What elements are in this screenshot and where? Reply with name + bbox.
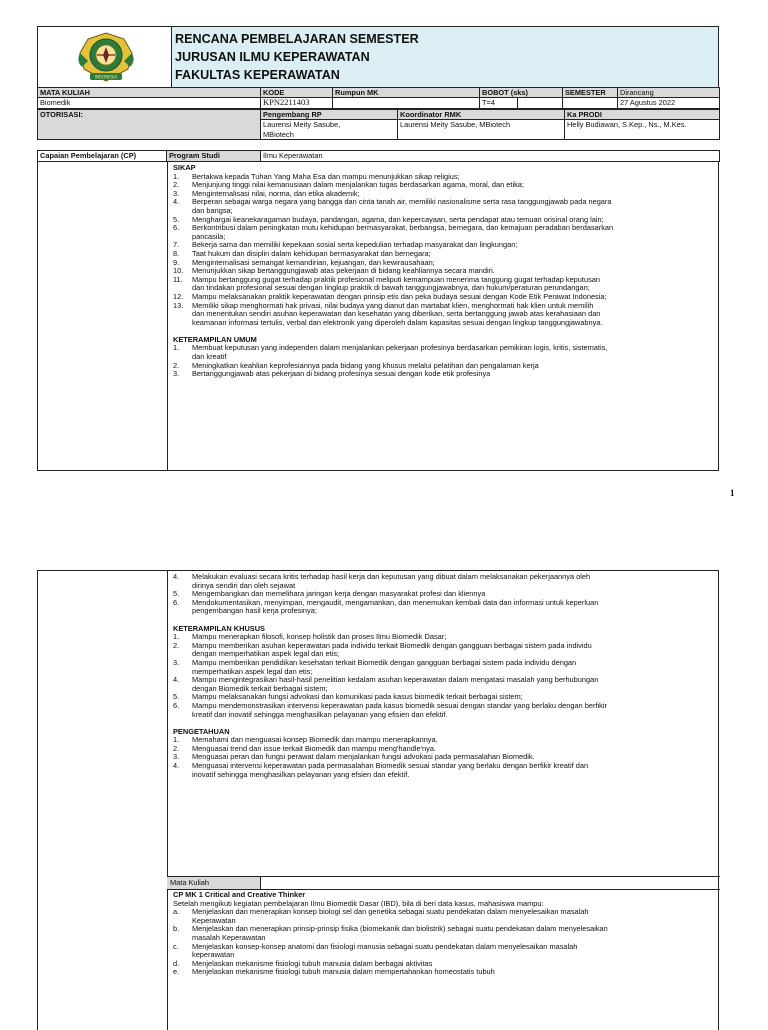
pg-list — [173, 735, 589, 779]
cpmk-item-number: d. — [173, 958, 180, 968]
kk-item-text: Mampu melaksanakan fungsi advokasi dan komunikasi pada kasus biomedik terkait berbagai sistem; — [192, 692, 523, 702]
sikap-item-text: Menginternalisasi semangat kemandirian, kejuangan, dan kewirausahaan; — [192, 257, 435, 267]
cpmk-list — [173, 907, 608, 977]
sikap-item-text: Bekerja sama dan memiliki kepekaan sosial serta kepedulian terhadap masyarakat dan lingkungan; — [192, 240, 518, 250]
mata-kuliah-cell: Mata Kuliah — [167, 877, 261, 889]
sikap-item-number: 2. — [173, 180, 180, 190]
pg-item-text: Menguasai peran dan fungsi perawat dalam menjalankan fungsi advokasi pada permasalahan Biomedik. — [192, 752, 535, 762]
ku-item-text: dan kreatif — [192, 352, 227, 362]
otorisasi-label: OTORISASI: — [38, 110, 261, 140]
cpmk-item-text: Menjelaskan dan menerapkan konsep biologi sel dan genetika sebagai suatu pendekatan dalam menyelesaikan masalah — [192, 907, 589, 917]
pengembang-value — [261, 120, 398, 140]
sikap-item-text: Menjunjung tinggi nilai kemanusiaan dalam menjalankan tugas berdasarkan agama, moral, dan etika; — [192, 180, 524, 190]
kode-value: KPN2211403 — [261, 98, 333, 109]
kaprodi-value: Helly Budiawan, S.Kep., Ns., M.Kes. — [565, 120, 720, 140]
dirancang-label: Dirancang — [618, 88, 720, 98]
ku-item-text: Meningkatkan keahlian keprofesiannya pada bidang yang khusus melalui pelatihan dan pengalaman kerja — [192, 360, 539, 370]
ku-cont-list — [173, 572, 599, 616]
pg-item-number: 3. — [173, 752, 180, 762]
ku-item-text: dirinya sendiri dan oleh sejawat — [192, 580, 296, 590]
title-line-2: JURUSAN ILMU KEPERAWATAN — [175, 50, 370, 64]
pengembang-line-2: MBiotech — [263, 129, 294, 139]
pg-item-number: 1. — [173, 735, 180, 745]
course-info-table — [37, 87, 720, 109]
bobot-label: BOBOT (sks) — [480, 88, 563, 98]
title-line-1: RENCANA PEMBELAJARAN SEMESTER — [175, 32, 419, 46]
sikap-item-number: 10. — [173, 266, 184, 276]
kk-item-number: 1. — [173, 632, 180, 642]
sikap-list — [173, 171, 614, 328]
kk-list — [173, 632, 607, 719]
logo-cell — [38, 27, 172, 87]
cpmk-item-number: b. — [173, 924, 180, 934]
page-number: 1 — [730, 488, 735, 498]
sikap-item-text: Mampu melaksanakan praktik keperawatan dengan prinsip etis dan peka budaya sesuai dengan Kode Etik Perawat Indonesia; — [192, 291, 607, 301]
kk-item-number: 3. — [173, 657, 180, 667]
kk-item-text: Mampu menerapkan filosofi, konsep holistik dan proses Ilmu Biomedik Dasar; — [192, 632, 447, 642]
pg-item-text: Memahami dan menguasai konsep Biomedik dan mampu menerapkannya. — [192, 735, 438, 745]
sikap-item-text: Taat hukum dan disiplin dalam kehidupan bermasyarakat dan bernegara; — [192, 248, 431, 258]
mata-kuliah-row — [167, 876, 720, 890]
cpmk-item-number: c. — [173, 941, 179, 951]
sikap-item-text: Mampu bertanggung gugat terhadap praktik profesional meliputi kemampuan menerima tanggung gugat terhadap keputusan — [192, 274, 600, 284]
sikap-item-number: 7. — [173, 240, 180, 250]
document-title — [175, 30, 419, 84]
kk-item-text: memperhatikan aspek legal dan etis; — [192, 666, 313, 676]
kk-item-text: Mampu mengintegrasikan hasil-hasil penelitian kedalam asuhan keperawatan dalam mengatasi masalah yang berhubungan — [192, 675, 599, 685]
kk-item-text: dengan Biomedik terkait berbagai sistem; — [192, 683, 328, 693]
university-logo — [76, 31, 136, 83]
koordinator-value: Laurensi Meity Sasube, MBiotech — [398, 120, 565, 140]
cpmk-item-text: Menjelaskan konsep-konsep anatomi dan fisiologi manusia sebagai suatu pendekatan dalam menyelesaikan masalah — [192, 941, 578, 951]
ku-item-text: Bertanggungjawab atas pekerjaan di bidang profesinya sesuai dengan kode etik profesinya — [192, 369, 491, 379]
ku-item-text: Membuat keputusan yang independen dalam menjalankan pekerjaan profesinya berdasarkan pemikiran logis, kritis, sistematis, — [192, 343, 608, 353]
logo-banner-text: INDONESIA — [94, 74, 118, 80]
sikap-item-text: dan bangsa; — [192, 205, 233, 215]
cpmk-item-text: Menjelaskan mekanisme fisiologi tubuh manusia dalam berbagai aktivitas — [192, 958, 433, 968]
sikap-item-text: Memiliki sikap menghormati hak privasi, nilai budaya yang dianut dan martabat klien, menghormati hak klien untuk memilih — [192, 300, 594, 310]
pg-item-text: Menguasai trend dan issue terkait Biomedik dan mampu meng'handle'nya. — [192, 743, 436, 753]
sikap-item-text: Berkontribusi dalam peningkatan mutu kehidupan bermasyarakat, berbangsa, bernegara, dan kemajuan peradaban berdasarkan — [192, 223, 614, 233]
koordinator-label: Koordinator RMK — [398, 110, 565, 120]
semester-value — [563, 98, 618, 109]
sikap-item-number: 9. — [173, 257, 180, 267]
pengembang-label: Pengembang RP — [261, 110, 398, 120]
sikap-item-number: 5. — [173, 214, 180, 224]
ku-list — [173, 343, 608, 379]
bobot-value: T=4 — [480, 98, 518, 109]
page-1 — [0, 0, 768, 505]
kk-title: KETERAMPILAN KHUSUS — [173, 623, 265, 633]
kk-item-text: Mampu memberikan pendidikan kesehatan terkait Biomedik dengan gangguan berbagai sistem pada individu dengan — [192, 657, 577, 667]
cp-content-page-2 — [37, 570, 719, 1030]
sikap-item-text: dan tindakan profesional sesuai dengan lingkup praktik di bawah tanggungjawabnya, dan hukum/peraturan perundangan; — [192, 283, 590, 293]
cpmk-intro: Setelah mengikuti kegiatan pembelajaran Ilmu Biomedik Dasar (IBD), bila di beri data kasus, mahasiswa mampu: — [173, 898, 544, 908]
dirancang-value: 27 Agustus 2022 — [618, 98, 720, 109]
mata-kuliah-value: Biomedik — [38, 98, 261, 109]
ku-item-text: pengembangan hasil kerja profesinya; — [192, 606, 317, 616]
authorization-table — [37, 109, 720, 140]
prodi-label: Program Studi — [167, 151, 261, 162]
ku-item-number: 1. — [173, 343, 180, 353]
pg-item-text: Menguasai intervensi keperawatan pada permasalahan Biomedik sesuai standar yang berlaku dengan berfikir kreatif dan — [192, 761, 589, 771]
cp-label: Capaian Pembelajaran (CP) — [38, 151, 167, 162]
pg-title: PENGETAHUAN — [173, 726, 230, 736]
sikap-title: SIKAP — [173, 163, 196, 172]
kk-item-number: 4. — [173, 675, 180, 685]
cpmk-title: CP MK 1 Critical and Creative Thinker — [173, 890, 306, 899]
kk-item-number: 5. — [173, 692, 180, 702]
pg-item-number: 4. — [173, 761, 180, 771]
cpmk-item-text: Menjelaskan mekanisme fisiologi tubuh manusia dalam mempertahankan homeostatis tubuh — [192, 967, 495, 977]
rumpun-value — [333, 98, 480, 109]
mata-kuliah-label: MATA KULIAH — [38, 88, 261, 98]
kk-item-text: dengan memperhatikan aspek legal dan etis; — [192, 649, 340, 659]
kk-item — [173, 709, 448, 720]
ku-item — [173, 606, 317, 616]
cp-text-page-1 — [173, 163, 614, 379]
cpmk-item-text: Keperawatan — [192, 915, 236, 925]
kode-label: KODE — [261, 88, 333, 98]
ku-item-number: 4. — [173, 572, 180, 581]
cpmk-item-number: a. — [173, 907, 180, 917]
sikap-item-number: 4. — [173, 197, 180, 207]
sikap-item-text: dan menentukan sendiri asuhan keperawatan dan kesehatan yang diberikan, serta bertanggung jawab atas kerahasiaan dan — [192, 309, 601, 319]
sikap-item-text: Berperan sebagai warga negara yang bangga dan cinta tanah air, memiliki nasionalisme serta rasa tanggungjawab pada negara — [192, 197, 612, 207]
sikap-item — [173, 317, 603, 328]
ku-item-text: Mengembangkan dan memelihara jaringan kerja dengan masyarakat profesi dan kliennya — [192, 589, 486, 599]
sikap-item-text: Bertakwa kepada Tuhan Yang Maha Esa dan mampu menunjukkan sikap religius; — [192, 171, 460, 181]
ku-item-number: 3. — [173, 369, 180, 379]
ku-item — [173, 369, 491, 379]
cpmk-item-text: masalah Keperawatan — [192, 932, 266, 942]
cpmk-item-text: Menjelaskan dan menerapkan prinsip-prinsip fisika (biomekanik dan biolistrik) sebagai suatu pendekatan dalam menyelesaikan — [192, 924, 608, 934]
sikap-item-text: keamanan informasi tertulis, verbal dan elektronik yang diperoleh dalam kapasitas sesuai dengan lingkup tanggungjawabnya. — [192, 317, 603, 327]
sikap-item-number: 3. — [173, 188, 180, 198]
kk-item-number: 6. — [173, 700, 180, 710]
sikap-item-number: 12. — [173, 291, 184, 301]
sikap-item-number: 6. — [173, 223, 180, 233]
pg-item-text: inovatif sehingga menghasilkan pelayanan yang efsien dan efektif. — [192, 769, 410, 779]
sikap-item-number: 1. — [173, 171, 180, 181]
sikap-item-text: pancasila; — [192, 231, 226, 241]
cpmk-text — [173, 890, 608, 977]
ku-item-number: 5. — [173, 589, 180, 599]
prodi-value: Ilmu Keperawatan — [261, 151, 720, 162]
kk-item-text: kreatif dan inovatif sehingga menghasilkan pelayanan yang efisien dan efektif. — [192, 709, 448, 719]
cp-text-page-2 — [173, 572, 607, 779]
kk-item-number: 2. — [173, 640, 180, 650]
pg-item — [173, 769, 410, 780]
bobot-extra — [518, 98, 563, 109]
title-line-3: FAKULTAS KEPERAWATAN — [175, 68, 340, 82]
sikap-item-text: Menunjukkan sikap bertanggungjawab atas pekerjaan di bidang keahliannya secara mandiri. — [192, 266, 495, 276]
pengembang-line-1: Laurensi Meity Sasube, — [263, 120, 341, 130]
ku-item-text: Melakukan evaluasi secara kritis terhadap hasil kerja dan keputusan yang dibuat dalam melaksanakan pekerjaannya oleh — [192, 572, 591, 581]
ku-item-text: Mendokumentasikan, menyimpan, mengaudit, mengamankan, dan menemukan kembali data dan informasi untuk keperluan — [192, 597, 599, 607]
kk-item-text: Mampu mendemonstrasikan intervensi keperawatan pada kasus biomedik sesuai dengan standar yang berlaku dengan berfikir — [192, 700, 607, 710]
semester-label: SEMESTER — [563, 88, 618, 98]
cpmk-item — [173, 968, 544, 977]
cpmk-item-number: e. — [173, 967, 180, 977]
ku-item-number: 2. — [173, 360, 180, 370]
kaprodi-label: Ka PRODI — [565, 110, 720, 120]
ku-item-number: 6. — [173, 597, 180, 607]
page-2 — [0, 518, 768, 1024]
pg-item-number: 2. — [173, 743, 180, 753]
kk-item-text: Mampu memberikan asuhan keperawatan pada individu terkait Biomedik dengan gangguan berbagai sistem pada individu — [192, 640, 592, 650]
sikap-item-number: 8. — [173, 248, 180, 258]
sikap-item-number: 11. — [173, 274, 183, 284]
rumpun-label: Rumpun MK — [333, 88, 480, 98]
sikap-item-text: Menginternalisasi nilai, norma, dan etika akademik; — [192, 188, 360, 198]
sikap-item-number: 13. — [173, 300, 184, 310]
document-header — [37, 26, 719, 88]
cp-content-page-1 — [37, 161, 719, 471]
ku-title: KETERAMPILAN UMUM — [173, 334, 257, 344]
cpmk-item-text: keperawatan — [192, 950, 235, 960]
sikap-item-text: Menghargai keanekaragaman budaya, pandangan, agama, dan kepercayaan, serta pendapat atau temuan orisinal orang lain; — [192, 214, 604, 224]
